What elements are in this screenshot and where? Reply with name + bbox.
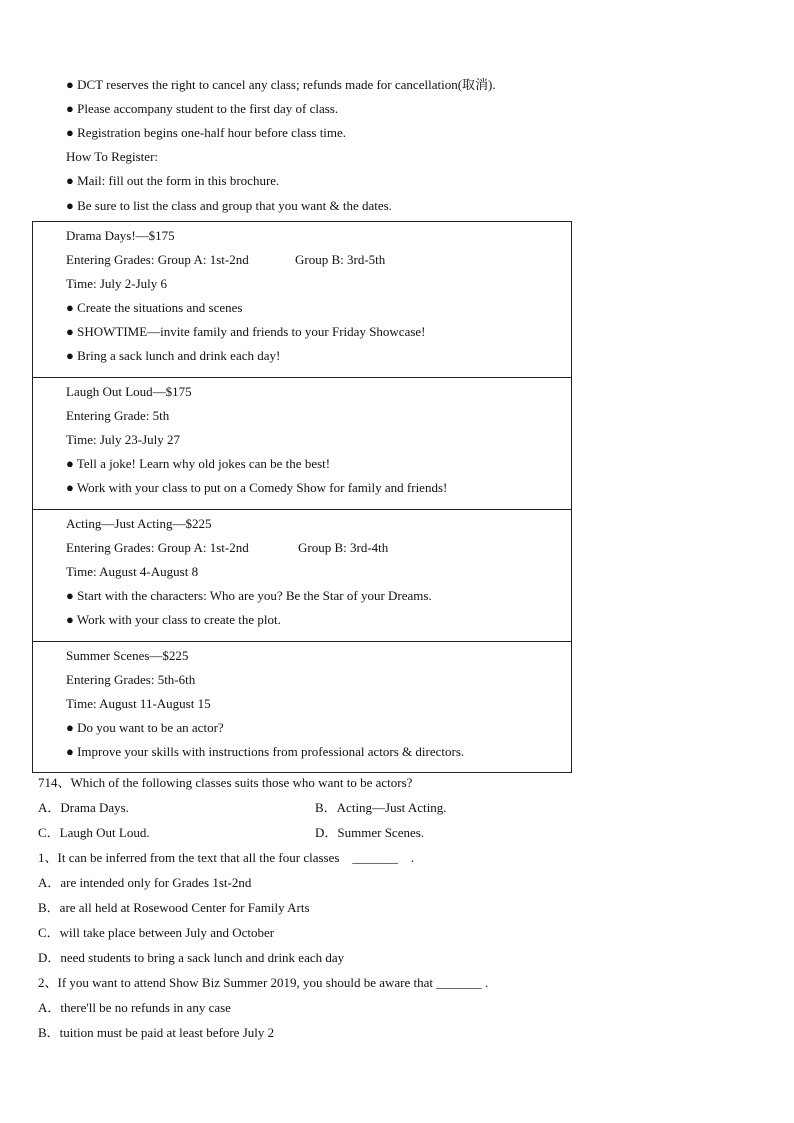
class-bullet: ● Work with your class to create the plot. bbox=[66, 612, 281, 627]
class-bullet: ● Work with your class to put on a Comedy Show for family and friends! bbox=[66, 480, 448, 495]
class-time: Time: July 2-July 6 bbox=[66, 276, 168, 291]
class-bullet: ● Create the situations and scenes bbox=[66, 300, 243, 315]
class-bullet: ● Do you want to be an actor? bbox=[66, 720, 224, 735]
question-714-option-a: A．Drama Days. bbox=[38, 800, 129, 815]
class-row-drama-days bbox=[33, 222, 571, 378]
class-grades-group-b: Group B: 3rd-5th bbox=[295, 252, 386, 267]
class-title: Drama Days!—$175 bbox=[66, 228, 175, 243]
class-bullet: ● Bring a sack lunch and drink each day! bbox=[66, 348, 281, 363]
question-2-stem: 2、If you want to attend Show Biz Summer 2019, you should be aware that _______ . bbox=[38, 975, 489, 990]
class-time: Time: July 23-July 27 bbox=[66, 432, 181, 447]
class-title: Acting—Just Acting—$225 bbox=[66, 516, 212, 531]
question-714-stem: 714、Which of the following classes suits those who want to be actors? bbox=[38, 775, 413, 790]
class-bullet: ● SHOWTIME—invite family and friends to your Friday Showcase! bbox=[66, 324, 426, 339]
register-bullet-list: ● Be sure to list the class and group that you want & the dates. bbox=[66, 198, 392, 213]
question-1-option-d: D．need students to bring a sack lunch and drink each day bbox=[38, 950, 345, 965]
question-2-option-a: A．there'll be no refunds in any case bbox=[38, 1000, 231, 1015]
class-time: Time: August 4-August 8 bbox=[66, 564, 199, 579]
question-714-option-c: C．Laugh Out Loud. bbox=[38, 825, 150, 840]
class-bullet: ● Tell a joke! Learn why old jokes can be the best! bbox=[66, 456, 331, 471]
class-row-laugh-out-loud bbox=[33, 378, 571, 510]
class-grades: Entering Grade: 5th bbox=[66, 408, 170, 423]
class-row-summer-scenes bbox=[33, 642, 571, 773]
class-bullet: ● Start with the characters: Who are you? Be the Star of your Dreams. bbox=[66, 588, 432, 603]
class-grades-group-b: Group B: 3rd-4th bbox=[298, 540, 389, 555]
class-grades: Entering Grades: Group A: 1st-2nd bbox=[66, 540, 249, 555]
question-1-stem: 1、It can be inferred from the text that all the four classes _______ . bbox=[38, 850, 415, 865]
how-to-register-heading: How To Register: bbox=[66, 149, 159, 164]
register-bullet-mail: ● Mail: fill out the form in this brochure. bbox=[66, 173, 280, 188]
intro-bullet-cancel: ● DCT reserves the right to cancel any class; refunds made for cancellation(取消). bbox=[66, 77, 496, 92]
class-bullet: ● Improve your skills with instructions from professional actors & directors. bbox=[66, 744, 465, 759]
class-title: Summer Scenes—$225 bbox=[66, 648, 189, 663]
class-table bbox=[32, 221, 572, 773]
question-1-option-a: A．are intended only for Grades 1st-2nd bbox=[38, 875, 252, 890]
question-1-option-c: C．will take place between July and October bbox=[38, 925, 275, 940]
class-row-acting bbox=[33, 510, 571, 642]
class-grades: Entering Grades: 5th-6th bbox=[66, 672, 196, 687]
class-grades: Entering Grades: Group A: 1st-2nd bbox=[66, 252, 249, 267]
intro-bullet-accompany: ● Please accompany student to the first day of class. bbox=[66, 101, 339, 116]
question-1-option-b: B．are all held at Rosewood Center for Family Arts bbox=[38, 900, 310, 915]
question-714-option-b: B．Acting—Just Acting. bbox=[315, 800, 447, 815]
intro-bullet-registration: ● Registration begins one-half hour before class time. bbox=[66, 125, 347, 140]
question-2-option-b: B．tuition must be paid at least before July 2 bbox=[38, 1025, 275, 1040]
question-714-option-d: D．Summer Scenes. bbox=[315, 825, 425, 840]
class-title: Laugh Out Loud—$175 bbox=[66, 384, 192, 399]
class-time: Time: August 11-August 15 bbox=[66, 696, 211, 711]
